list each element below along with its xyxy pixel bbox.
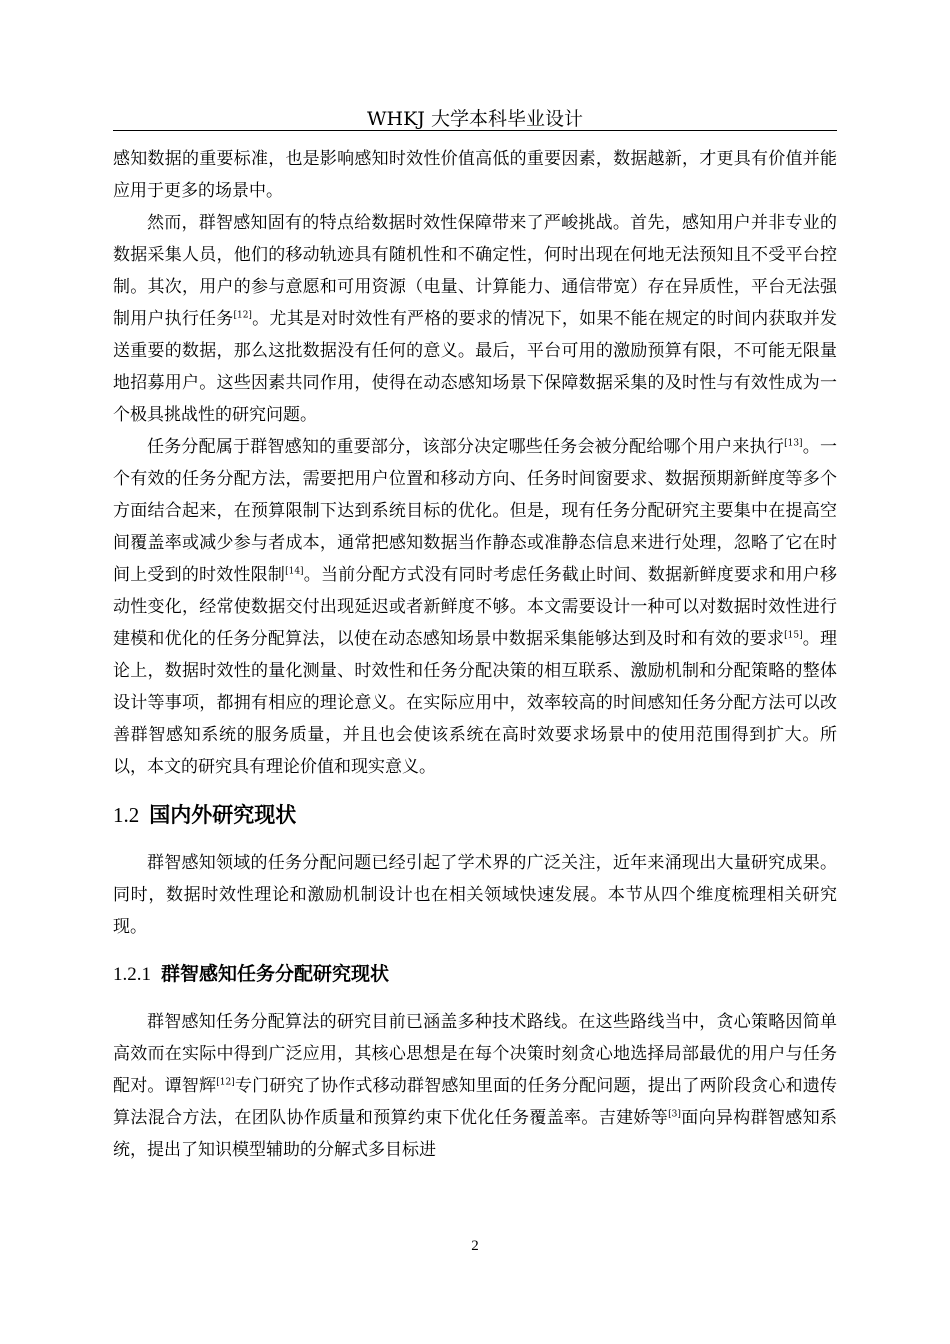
section-heading-1-2-1: 1.2.1 群智感知任务分配研究现状: [113, 963, 390, 985]
running-header: WHKJ 大学本科毕业设计: [367, 108, 583, 130]
citation-ref: [15]: [784, 630, 803, 641]
paragraph-section-intro: 群智感知领域的任务分配问题已经引起了学术界的广泛关注，近年来涌现出大量研究成果。同时，数据时效性理论和激励机制设计也在相关领域快速发展。本节从四个维度梳理相关研究现。: [113, 853, 837, 937]
page-number: 2: [471, 1238, 479, 1254]
paragraph-challenges: 然而，群智感知固有的特点给数据时效性保障带来了严峻挑战。首先，感知用户并非专业的数据采集人员，他们的移动轨迹具有随机性和不确定性，何时出现在何地无法预知且不受平台控制。其次，用户的参与意愿和可用资源（电量、计算能力、通信带宽）存在异质性，平台无法强制用户执行任务[12]。尤其是对时效性有严格的要求的情况下，如果不能在规定的时间内获取并发送重要的数据，那么这批数据没有任何的意义。最后，平台可用的激励预算有限，不可能无限量地招募用户。这些因素共同作用，使得在动态感知场景下保障数据采集的及时性与有效性成为一个极具挑战性的研究问题。: [113, 213, 838, 425]
paragraph-task-allocation: 任务分配属于群智感知的重要部分，该部分决定哪些任务会被分配给哪个用户来执行[13]。一个有效的任务分配方法，需要把用户位置和移动方向、任务时间窗要求、数据预期新鲜度等多个方面结合起来，在预算限制下达到系统目标的优化。但是，现有任务分配研究主要集中在提高空间覆盖率或减少参与者成本，通常把感知数据当作静态或准静态信息来进行处理，忽略了它在时间上受到的时效性限制[14]。当前分配方式没有同时考虑任务截止时间、数据新鲜度要求和用户移动性变化，经常使数据交付出现延迟或者新鲜度不够。本文需要设计一种可以对数据时效性进行建模和优化的任务分配算法，以使在动态感知场景中数据采集能够达到及时和有效的要求[15]。理论上，数据时效性的量化测量、时效性和任务分配决策的相互联系、激励机制和分配策略的整体设计等事项，都拥有相应的理论意义。在实际应用中，效率较高的时间感知任务分配方法可以改善群智感知系统的服务质量，并且也会使该系统在高时效要求场景中的使用范围得到扩大。所以，本文的研究具有理论价值和现实意义。: [113, 437, 838, 777]
citation-ref: [13]: [784, 438, 803, 449]
citation-ref: [14]: [285, 566, 304, 577]
header-divider: [113, 130, 837, 131]
page-body: [113, 143, 837, 1166]
section-heading-1-2: 1.2 国内外研究现状: [113, 803, 297, 827]
citation-ref: [12]: [216, 1077, 235, 1088]
citation-ref: [3]: [668, 1109, 681, 1120]
paragraph-greedy-strategy: 群智感知任务分配算法的研究目前已涵盖多种技术路线。在这些路线当中，贪心策略因简单高效而在实际中得到广泛应用，其核心思想是在每个决策时刻贪心地选择局部最优的用户与任务配对。谭智辉[12]专门研究了协作式移动群智感知里面的任务分配问题，提出了两阶段贪心和遗传算法混合方法，在团队协作质量和预算约束下优化任务覆盖率。吉建娇等[3]面向异构群智感知系统，提出了知识模型辅助的分解式多目标进: [113, 1012, 838, 1160]
paragraph-continued: 感知数据的重要标准，也是影响感知时效性价值高低的重要因素，数据越新，才更具有价值并能应用于更多的场景中。: [113, 149, 837, 201]
citation-ref: [12]: [233, 310, 252, 321]
